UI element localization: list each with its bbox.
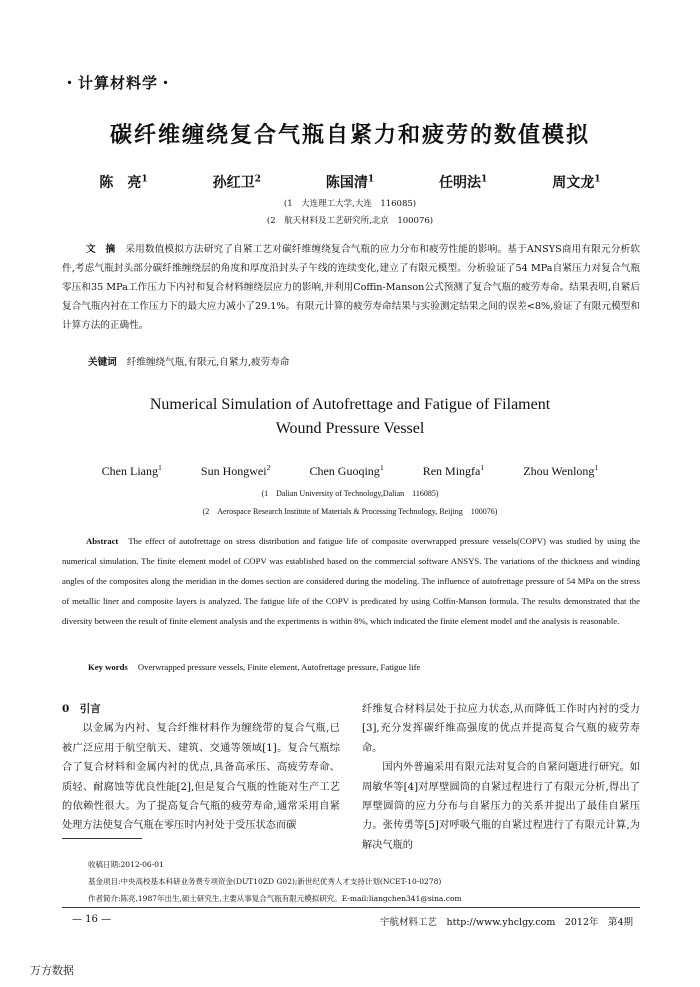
- footnotes: [88, 856, 462, 907]
- intro-heading: 0 引言: [62, 703, 101, 715]
- author-cn: 周文龙$^1$: [552, 173, 601, 191]
- abstract-en-label: Abstract: [86, 536, 119, 546]
- watermark: 万方数据: [30, 964, 74, 977]
- author-en: Ren Mingfa$^1$: [422, 463, 485, 478]
- authors-en: [0, 463, 700, 479]
- author-cn: 陈 亮$^1$: [99, 173, 148, 191]
- affiliation-en-2: (2 Aerospace Research Institute of Materials & Processing Technology, Beijing 100076): [202, 507, 498, 516]
- title-cn: 碳纤维缠绕复合气瓶自紧力和疲劳的数值模拟: [109, 122, 590, 148]
- body-column-right: [362, 700, 640, 855]
- title-en: Numerical Simulation of Autofrettage and Fatigue of Filament Wound Pressure Vessel: [149, 396, 551, 437]
- intro-paragraph-right-2: 国内外普遍采用有限元法对复合的自紧问题进行研究。如周敏华等[4]对厚壁圆筒的自紧过程进行了有限元分析,得出了厚壁圆筒的应力分布与自紧压力的关系并提出了最佳自紧压力。张传勇等[5]对呼吸气瓶的自紧过程进行了有限元计算,为解决气瓶的: [362, 762, 640, 851]
- author-en: Zhou Wenlong$^1$: [523, 463, 599, 478]
- journal-info: 宇航材料工艺 http://www.yhclgy.com 2012年 第4期: [380, 917, 634, 928]
- intro-paragraph-left: 以金属为内衬、复合纤维材料作为缠绕带的复合气瓶,已被广泛应用于航空航天、建筑、交通等领域[1]。复合气瓶综合了复合材料和金属内衬的优点,具备高承压、高疲劳寿命、质轻、耐腐蚀等优良性能[2],但是复合气瓶的性能对生产工艺的依赖性很大。为了提高复合气瓶的疲劳寿命,通常采用自紧处理方法使复合气瓶在零压时内衬处于受压状态而碳: [62, 723, 340, 832]
- author-cn: 任明法$^1$: [439, 173, 488, 191]
- author-cn: 陈国清$^1$: [325, 173, 375, 191]
- abstract-cn-text: 采用数值模拟方法研究了自紧工艺对碳纤维缠绕复合气瓶的应力分布和疲劳性能的影响。基于ANSYS商用有限元分析软件,考虑气瓶封头部分碳纤维缠绕层的角度和厚度沿封头子午线的连续变化,建立了有限元模型。分析验证了54 MPa自紧压力对复合气瓶零压和35 MPa工作压力下内衬和复合材料缠绕层应力的影响,并利用Coffin-Manson公式预测了复合气瓶的疲劳寿命。结果表明,自紧后复合气瓶内衬在工作压力下的最大应力减小了29.1%。有限元计算的疲劳寿命结果与实验测定结果之间的误差<8%,验证了有限元模型和计算方法的正确性。: [62, 244, 641, 331]
- footnote-author: 作者简介:陈亮,1987年出生,硕士研究生,主要从事复合气瓶有限元模拟研究。E-mail:liangchen341@sina.com: [88, 894, 462, 903]
- body-column-left: [62, 700, 340, 836]
- keywords-cn-label: 关键词: [88, 357, 117, 368]
- authors-cn: [0, 172, 700, 192]
- abstract-cn-label: 文 摘: [86, 244, 116, 255]
- footer-divider: [62, 907, 640, 908]
- abstract-en-text: The effect of autofrettage on stress distribution and fatigue life of composite overwrapped pressure vessels(COPV) was studied by using the numerical simulation. The finite element model of COPV was established based on the commercial software ANSYS. The variations of the thickness and winding angles of the composites along the meridian in the domes section are considered during the modeling. The influence of autofrettage pressure of 54 MPa on the stress of metallic liner and composite layers is analyzed. The fatigue life of the COPV is predicated by using Coffin-Manson formula. The results demonstrated that the diversity between the result of finite element analysis and the experiments is within 8%, which indicated the finite element model and the analysis is reasonable.: [62, 536, 640, 626]
- keywords-cn: [88, 354, 289, 368]
- author-en: Chen Liang$^1$: [101, 463, 162, 478]
- keywords-cn-text: 纤维缠绕气瓶,有限元,自紧力,疲劳寿命: [126, 357, 290, 368]
- author-cn: 孙红卫$^2$: [212, 173, 261, 191]
- author-en: Chen Guoqing$^1$: [309, 463, 384, 478]
- intro-paragraph-right-1: 纤维复合材料层处于拉应力状态,从而降低工作时内衬的受力[3],充分发挥碳纤维高强度的优点并提高复合气瓶的疲劳寿命。: [362, 704, 640, 754]
- affiliation-en-1: (1 Dalian University of Technology,Dalian 116085): [261, 489, 439, 498]
- author-en: Sun Hongwei$^2$: [200, 463, 271, 478]
- keywords-en: [88, 662, 420, 672]
- page-number: — 16 —: [72, 914, 112, 925]
- footnote-received: 收稿日期:2012-06-01: [88, 860, 164, 869]
- keywords-en-text: Overwrapped pressure vessels, Finite element, Autofrettage pressure, Fatigue life: [137, 662, 421, 672]
- footnote-funding: 基金项目:中央高校基本科研业务费专项资金(DUT10ZD G02);新世纪优秀人才支持计划(NCET-10-0278): [88, 877, 442, 886]
- abstract-cn: [62, 240, 640, 335]
- section-tag: ・计算材料学・: [62, 74, 175, 92]
- keywords-en-label: Key words: [88, 662, 128, 672]
- abstract-en: [62, 531, 640, 631]
- footnote-divider: [62, 838, 142, 839]
- affiliation-cn-2: (2 航天材料及工艺研究所,北京 100076): [266, 216, 434, 226]
- affiliation-cn-1: (1 大连理工大学,大连 116085): [283, 199, 417, 209]
